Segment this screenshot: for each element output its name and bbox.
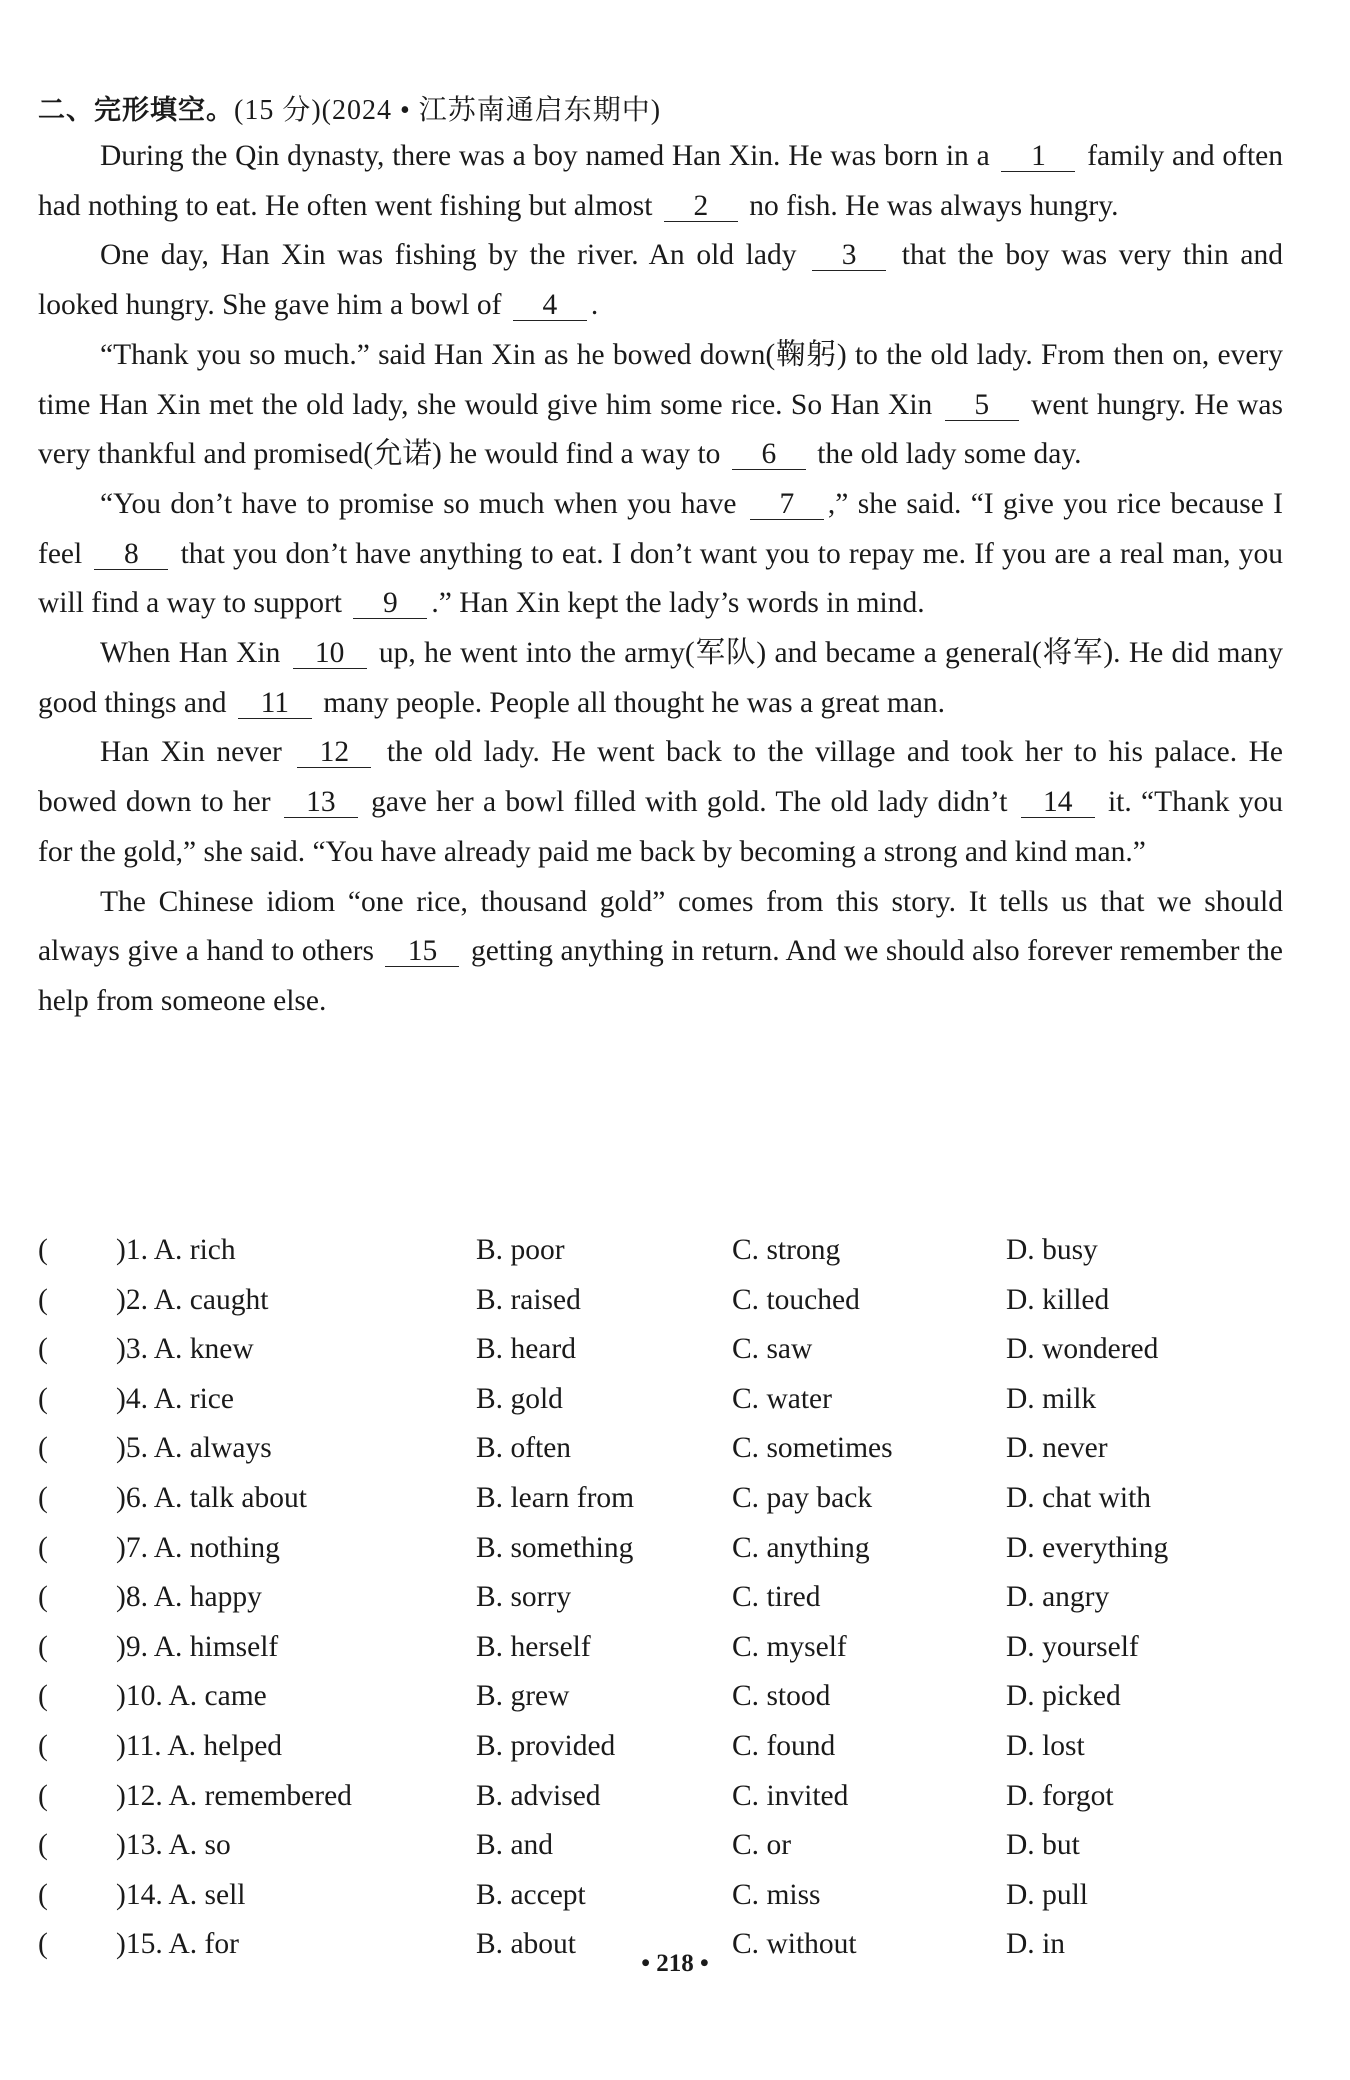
- blank-10: 10: [293, 638, 367, 669]
- passage-paragraph: [38, 728, 1283, 877]
- answer-paren-open[interactable]: (: [38, 1630, 48, 1663]
- option-d: D. in: [1006, 1928, 1066, 1961]
- passage-paragraph: [38, 132, 1283, 231]
- passage-text: that you don’t have anything to eat. I don’t want you to repay me. If you are a real man, you will find a way to support: [38, 537, 1283, 620]
- passage-paragraph: [38, 878, 1283, 1027]
- passage-text: “Thank you so much.” said Han Xin as he bowed down(鞠躬) to the old lady. From then on, every time Han Xin met the old lady, she would give him some rice. So Han Xin: [38, 338, 1283, 421]
- option-b: B. something: [476, 1531, 634, 1564]
- answer-paren-open[interactable]: (: [38, 1680, 48, 1713]
- option-c: C. found: [732, 1729, 836, 1762]
- passage-text: ,” she said. “I give you rice because I feel: [38, 487, 1283, 570]
- passage-text: many people. People all thought he was a great man.: [315, 686, 945, 719]
- question-number: )13. A. so: [116, 1829, 231, 1862]
- question-row-7: [38, 1524, 1298, 1574]
- answer-paren-open[interactable]: (: [38, 1333, 48, 1366]
- blank-7: 7: [750, 489, 824, 520]
- passage-text: getting anything in return. And we should also forever remember the help from someone else.: [38, 935, 1283, 1017]
- section-heading: [38, 88, 661, 128]
- blank-5: 5: [945, 390, 1019, 421]
- option-d: D. chat with: [1006, 1481, 1152, 1514]
- answer-paren-open[interactable]: (: [38, 1481, 48, 1514]
- answer-paren-open[interactable]: (: [38, 1382, 48, 1415]
- option-c: C. or: [732, 1829, 792, 1862]
- option-c: C. miss: [732, 1878, 821, 1911]
- passage-text: it. “Thank you for the gold,” she said. “You have already paid me back by becoming a strong and kind man.”: [38, 786, 1283, 868]
- option-b: B. advised: [476, 1779, 601, 1812]
- passage-paragraph: [38, 231, 1283, 330]
- option-c: C. anything: [732, 1531, 870, 1564]
- passage-text: the old lady. He went back to the village and took her to his palace. He bowed down to her: [38, 736, 1283, 819]
- option-b: B. raised: [476, 1283, 581, 1316]
- passage-text: went hungry. He was very thankful and promised(允诺) he would find a way to: [38, 388, 1283, 471]
- passage-text: .: [590, 289, 599, 322]
- passage-text: that the boy was very thin and looked hungry. She gave him a bowl of: [38, 239, 1283, 322]
- option-c: C. saw: [732, 1333, 813, 1366]
- passage-text: the old lady some day.: [809, 438, 1082, 471]
- passage-text: Han Xin never: [100, 736, 294, 769]
- passage-text: When Han Xin: [100, 637, 289, 670]
- option-b: B. and: [476, 1829, 554, 1862]
- option-c: C. myself: [732, 1630, 847, 1663]
- passage-text: The Chinese idiom “one rice, thousand gold” comes from this story. It tells us that we should always give a hand to others: [38, 885, 1283, 968]
- question-number: )6. A. talk about: [116, 1481, 307, 1514]
- option-c: C. tired: [732, 1581, 821, 1614]
- question-row-5: [38, 1424, 1298, 1474]
- option-c: C. sometimes: [732, 1432, 893, 1465]
- option-b: B. provided: [476, 1729, 616, 1762]
- option-c: C. strong: [732, 1234, 841, 1266]
- blank-4: 4: [513, 290, 587, 321]
- option-d: D. pull: [1006, 1878, 1088, 1911]
- question-row-11: [38, 1722, 1298, 1772]
- question-number: )12. A. remembered: [116, 1779, 352, 1812]
- answer-paren-open[interactable]: (: [38, 1531, 48, 1564]
- answer-paren-open[interactable]: (: [38, 1234, 48, 1266]
- answer-paren-open[interactable]: (: [38, 1829, 48, 1862]
- blank-12: 12: [297, 737, 371, 768]
- option-d: D. everything: [1006, 1531, 1169, 1564]
- option-d: D. forgot: [1006, 1779, 1114, 1812]
- option-b: B. learn from: [476, 1481, 635, 1514]
- answer-paren-open[interactable]: (: [38, 1581, 48, 1614]
- blank-14: 14: [1021, 787, 1095, 818]
- question-row-6: [38, 1474, 1298, 1524]
- question-row-4: [38, 1375, 1298, 1425]
- answer-paren-open[interactable]: (: [38, 1878, 48, 1911]
- option-b: B. herself: [476, 1630, 591, 1663]
- question-row-12: [38, 1772, 1298, 1822]
- option-d: D. yourself: [1006, 1630, 1139, 1663]
- section-meta: (15 分)(2024 • 江苏南通启东期中): [234, 95, 662, 126]
- option-b: B. accept: [476, 1878, 586, 1911]
- option-b: B. sorry: [476, 1581, 572, 1614]
- option-d: D. milk: [1006, 1382, 1097, 1415]
- option-d: D. but: [1006, 1829, 1080, 1862]
- blank-3: 3: [812, 240, 886, 271]
- question-row-8: [38, 1573, 1298, 1623]
- option-d: D. killed: [1006, 1283, 1110, 1316]
- answer-paren-open[interactable]: (: [38, 1432, 48, 1465]
- option-b: B. gold: [476, 1382, 563, 1415]
- option-c: C. invited: [732, 1779, 849, 1812]
- passage-paragraph: [38, 331, 1283, 480]
- question-number: )1. A. rich: [116, 1234, 236, 1266]
- question-number: )8. A. happy: [116, 1581, 262, 1614]
- passage-text: no fish. He was always hungry.: [741, 189, 1119, 222]
- passage-text: One day, Han Xin was fishing by the river. An old lady: [100, 239, 809, 272]
- passage-text: up, he went into the army(军队) and became a general(将军). He did many good things and: [38, 637, 1284, 719]
- question-row-9: [38, 1623, 1298, 1673]
- blank-9: 9: [353, 588, 427, 619]
- blank-8: 8: [94, 539, 168, 570]
- option-c: C. without: [732, 1928, 857, 1961]
- page-number: • 218 •: [641, 1950, 709, 1977]
- answer-paren-open[interactable]: (: [38, 1779, 48, 1812]
- option-d: D. wondered: [1006, 1333, 1159, 1366]
- answer-paren-open[interactable]: (: [38, 1283, 48, 1316]
- question-row-1: [38, 1226, 1298, 1276]
- blank-11: 11: [238, 688, 312, 719]
- option-b: B. grew: [476, 1680, 570, 1713]
- passage-text: During the Qin dynasty, there was a boy named Han Xin. He was born in a: [100, 140, 998, 172]
- question-number: )11. A. helped: [116, 1729, 283, 1762]
- passage-text: “You don’t have to promise so much when you have: [100, 487, 746, 520]
- blank-15: 15: [385, 936, 459, 967]
- question-row-3: [38, 1325, 1298, 1375]
- option-b: B. heard: [476, 1333, 576, 1366]
- option-d: D. angry: [1006, 1581, 1110, 1614]
- question-number: )14. A. sell: [116, 1878, 246, 1911]
- option-d: D. picked: [1006, 1680, 1121, 1713]
- question-row-10: [38, 1672, 1298, 1722]
- option-b: B. about: [476, 1928, 576, 1961]
- question-number: )5. A. always: [116, 1432, 272, 1465]
- question-number: )3. A. knew: [116, 1333, 254, 1366]
- answer-options: [38, 1226, 1298, 1970]
- blank-6: 6: [732, 439, 806, 470]
- question-number: )15. A. for: [116, 1928, 239, 1961]
- question-row-2: [38, 1276, 1298, 1326]
- question-row-13: [38, 1821, 1298, 1871]
- option-d: D. lost: [1006, 1729, 1085, 1762]
- passage-paragraph: [38, 629, 1283, 728]
- answer-paren-open[interactable]: (: [38, 1928, 48, 1961]
- option-c: C. touched: [732, 1283, 860, 1316]
- blank-13: 13: [284, 787, 358, 818]
- passage-text: .” Han Xin kept the lady’s words in mind.: [431, 587, 925, 620]
- option-c: C. water: [732, 1382, 832, 1415]
- question-number: )9. A. himself: [116, 1630, 279, 1663]
- option-c: C. pay back: [732, 1481, 873, 1514]
- blank-2: 2: [664, 191, 738, 222]
- question-number: )2. A. caught: [116, 1283, 269, 1316]
- question-row-14: [38, 1871, 1298, 1921]
- question-number: )10. A. came: [116, 1680, 267, 1713]
- question-number: )7. A. nothing: [116, 1531, 280, 1564]
- passage-text: gave her a bowl filled with gold. The old lady didn’t: [361, 786, 1017, 819]
- blank-1: 1: [1001, 141, 1075, 172]
- question-number: )4. A. rice: [116, 1382, 234, 1415]
- cloze-passage: [38, 132, 1283, 1027]
- option-d: D. busy: [1006, 1234, 1098, 1266]
- option-c: C. stood: [732, 1680, 831, 1713]
- section-title: 二、完形填空。: [38, 95, 234, 126]
- option-d: D. never: [1006, 1432, 1108, 1465]
- passage-paragraph: [38, 480, 1283, 629]
- option-b: B. poor: [476, 1234, 565, 1266]
- passage-text: family and often had nothing to eat. He often went fishing but almost: [38, 140, 1283, 222]
- option-b: B. often: [476, 1432, 572, 1465]
- answer-paren-open[interactable]: (: [38, 1729, 48, 1762]
